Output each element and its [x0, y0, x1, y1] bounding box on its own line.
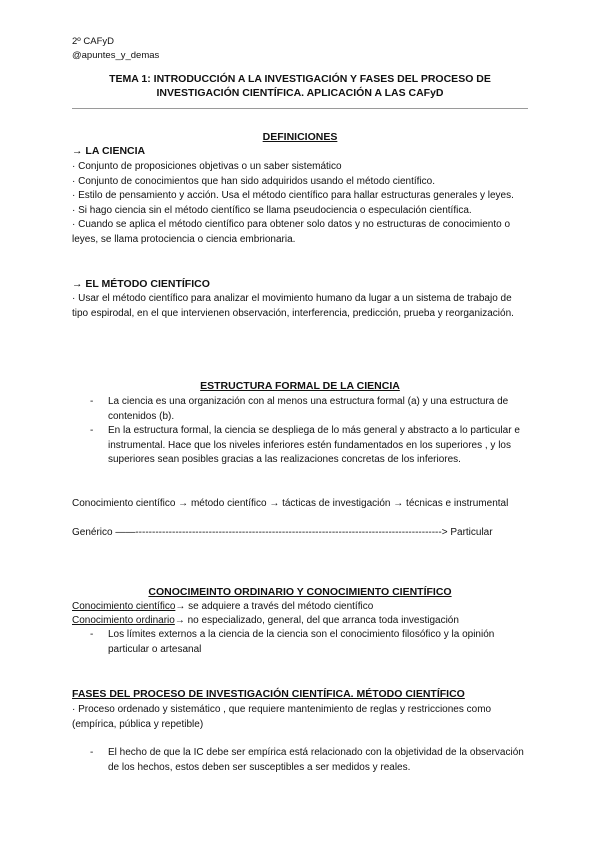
- conocimiento-ordinario-line: Conocimiento ordinario→ no especializado, general, del que arranca toda investigación: [72, 615, 459, 626]
- metodo-text: · Usar el método científico para analizar el movimiento humano da lugar a un sistema de trabajo de tipo espirodal, en el que intervienen observación, interferencia, predicción, prueba y reorganización.: [72, 293, 514, 319]
- course-label: 2º CAFyD: [72, 36, 115, 47]
- conocimiento-ordinario-label: Conocimiento ordinario: [72, 615, 175, 626]
- fases-heading: FASES DEL PROCESO DE INVESTIGACIÓN CIENTÍFICA. MÉTODO CIENTÍFICO: [72, 688, 465, 700]
- ciencia-heading: → LA CIENCIA: [72, 145, 146, 157]
- definition-line: · Conjunto de proposiciones objetivas o un saber sistemático: [72, 161, 342, 172]
- definition-line: · Si hago ciencia sin el método científico se llama pseudociencia o especulación científica.: [72, 204, 472, 216]
- conocimiento-list: [72, 628, 528, 657]
- definition-line: · Conjunto de conocimientos que han sido adquiridos usando el método científico.: [72, 175, 436, 187]
- fases-list: [72, 746, 528, 775]
- list-item: - En la estructura formal, la ciencia se despliega de lo más general y abstracto a lo particular e instrumental. Hace que los niveles inferiores estén fundamentados en los superiores , y los superiores sean posibles gracias a las realizaciones concretas de los inferiores.: [90, 425, 520, 465]
- title-divider: [72, 108, 528, 109]
- list-item: - Los límites externos a la ciencia de la ciencia son el conocimiento filosófico y la opinión particular o artesanal: [90, 629, 495, 655]
- fases-intro: · Proceso ordenado y sistemático , que requiere mantenimiento de reglas y restricciones como (empírica, pública y repetible): [72, 704, 492, 730]
- generic-particular-scale: Genérico ——--------------------------------------------------------------------------------------------> Particular: [72, 527, 493, 538]
- knowledge-chain: Conocimiento científico → método científico → tácticas de investigación → técnicas e instrumental: [72, 498, 509, 509]
- definition-line: · Estilo de pensamiento y acción. Usa el método científico para hallar estructuras generales y leyes.: [72, 190, 514, 201]
- ciencia-definitions: [72, 160, 528, 247]
- list-item: - La ciencia es una organización con al menos una estructura formal (a) y una estructura de contenidos (b).: [90, 396, 509, 422]
- definition-line: · Cuando se aplica el método científico para obtener solo datos y no estructuras de conocimiento o leyes, se llama protociencia o ciencia embrionaria.: [72, 219, 511, 245]
- estructura-heading: ESTRUCTURA FORMAL DE LA CIENCIA: [200, 380, 400, 392]
- metodo-heading: → EL MÉTODO CIENTÍFICO: [72, 278, 210, 290]
- author-handle: @apuntes_y_demas: [72, 50, 160, 61]
- estructura-list: [72, 395, 528, 468]
- definiciones-heading: DEFINICIONES: [262, 131, 338, 143]
- conocimiento-cientifico-line: Conocimiento científico→ se adquiere a través del método científico: [72, 601, 374, 612]
- conocimiento-cientifico-label: Conocimiento científico: [72, 601, 176, 612]
- document-title: TEMA 1: INTRODUCCIÓN A LA INVESTIGACIÓN Y FASES DEL PROCESO DE INVESTIGACIÓN CIENTÍFICA. APLICACIÓN A LAS CAFyD: [109, 73, 491, 99]
- list-item: - El hecho de que la IC debe ser empírica está relacionado con la objetividad de la observación de los hechos, estos deben ser susceptibles a ser medidos y reales.: [90, 747, 524, 773]
- conocimiento-heading: CONOCIMEINTO ORDINARIO Y CONOCIMIENTO CIENTÍFICO: [148, 586, 452, 598]
